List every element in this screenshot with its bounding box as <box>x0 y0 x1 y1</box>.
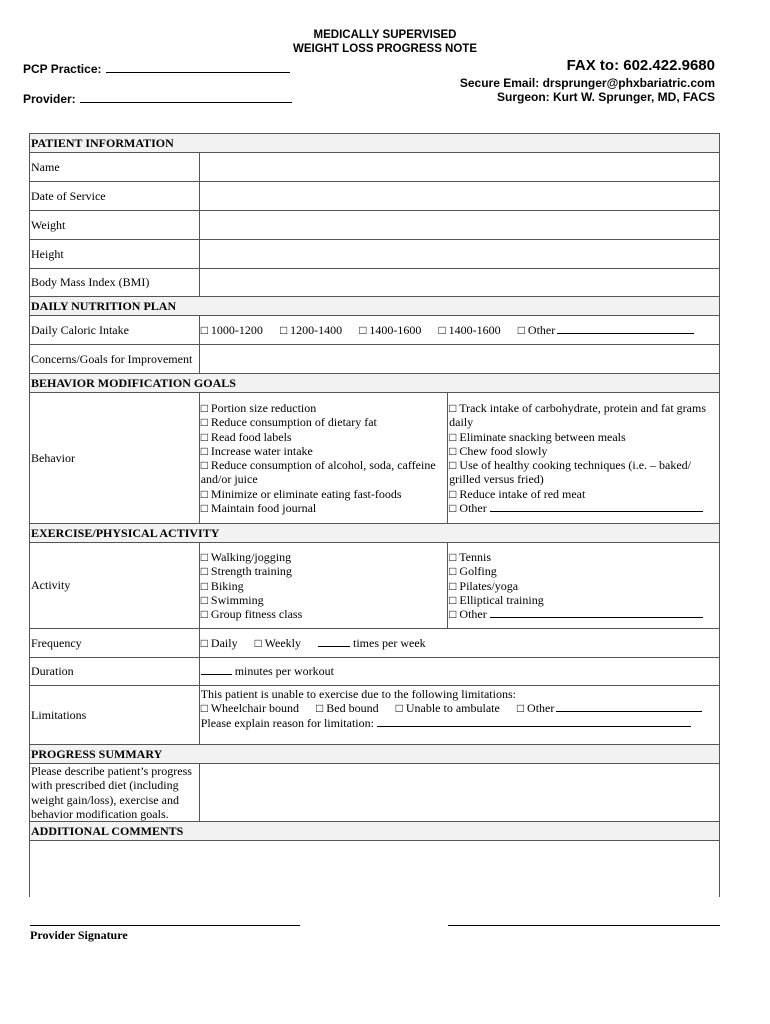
caloric-intake-options <box>199 316 719 345</box>
caloric-option-1000-1200[interactable]: □ 1000-1200 <box>200 322 263 337</box>
behavior-option[interactable]: □ Reduce consumption of dietary fat <box>200 415 377 430</box>
limitations-options <box>201 701 718 715</box>
activity-option[interactable]: □ Strength training <box>200 564 292 579</box>
name-input[interactable] <box>199 153 719 182</box>
times-per-week-label: times per week <box>353 635 426 650</box>
pcp-practice-label: PCP Practice: <box>23 62 102 76</box>
limitation-option-bed-bound[interactable]: □ Bed bound <box>316 701 379 716</box>
duration-field <box>199 658 719 686</box>
provider-signature-label: Provider Signature <box>30 928 128 942</box>
signature-date-line[interactable] <box>448 925 720 926</box>
section-behavior-modification-goals: BEHAVIOR MODIFICATION GOALS <box>30 374 720 393</box>
caloric-option-1200-1400[interactable]: □ 1200-1400 <box>279 322 343 337</box>
limitations-intro: This patient is unable to exercise due to the following limitations: <box>200 687 516 701</box>
activity-option[interactable]: □ Elliptical training <box>449 592 544 607</box>
activity-option[interactable]: □ Pilates/yoga <box>449 578 519 593</box>
limitation-option-wheelchair[interactable]: □ Wheelchair bound <box>200 701 300 716</box>
provider-field <box>23 91 292 106</box>
behavior-options-left <box>199 393 447 524</box>
activity-option[interactable]: □ Walking/jogging <box>200 550 292 564</box>
activity-options-left <box>199 543 447 629</box>
surgeon-name: Surgeon: Kurt W. Sprunger, MD, FACS <box>496 90 715 104</box>
row-label-name: Name <box>30 153 200 182</box>
activity-option[interactable]: □ Group fitness class <box>200 607 303 622</box>
caloric-option-1400-1600-b[interactable]: □ 1400-1600 <box>438 322 501 337</box>
row-label-limitations: Limitations <box>30 686 200 745</box>
provider-signature-line[interactable] <box>30 925 300 926</box>
behavior-option[interactable]: □ Chew food slowly <box>449 443 548 458</box>
row-label-date-of-service: Date of Service <box>30 182 200 211</box>
section-daily-nutrition-plan: DAILY NUTRITION PLAN <box>30 297 720 316</box>
section-patient-information: PATIENT INFORMATION <box>30 134 720 153</box>
frequency-option-weekly[interactable]: □ Weekly <box>254 635 301 650</box>
limitations-field <box>199 686 719 745</box>
behavior-options-right <box>448 393 720 524</box>
behavior-option-other[interactable]: □ Other <box>449 501 718 515</box>
behavior-option[interactable]: □ Use of healthy cooking techniques (i.e. – baked/ <box>449 458 692 473</box>
minutes-per-workout-input[interactable] <box>201 664 232 675</box>
limitations-explain: Please explain reason for limitation: <box>201 716 718 730</box>
form-title-line1: MEDICALLY SUPERVISED <box>313 29 457 41</box>
limitation-option-unable-to-ambulate[interactable]: □ Unable to ambulate <box>395 701 500 716</box>
height-input[interactable] <box>199 240 719 269</box>
row-label-daily-caloric-intake: Daily Caloric Intake <box>30 316 200 345</box>
limitation-other-input[interactable] <box>556 701 702 712</box>
section-additional-comments: ADDITIONAL COMMENTS <box>30 822 720 841</box>
date-of-service-input[interactable] <box>199 182 719 211</box>
activity-options-right <box>448 543 720 629</box>
row-label-activity: Activity <box>30 543 200 629</box>
row-label-duration: Duration <box>30 658 200 686</box>
behavior-option[interactable]: □ Portion size reduction <box>200 401 317 415</box>
activity-option-other[interactable]: □ Other <box>449 607 718 621</box>
activity-option[interactable]: □ Swimming <box>200 592 264 607</box>
caloric-option-1400-1600[interactable]: □ 1400-1600 <box>359 322 422 337</box>
provider-label: Provider: <box>23 92 76 106</box>
behavior-option-continued: and/or juice <box>200 472 258 487</box>
caloric-option-other[interactable]: □ Other <box>517 322 556 337</box>
fax-number: FAX to: 602.422.9680 <box>566 57 715 74</box>
activity-option[interactable]: □ Tennis <box>449 550 492 564</box>
minutes-per-workout-label: minutes per workout <box>234 664 335 679</box>
caloric-other-input[interactable] <box>557 323 694 334</box>
weight-input[interactable] <box>199 211 719 240</box>
frequency-option-daily[interactable]: □ Daily <box>200 635 238 650</box>
row-label-weight: Weight <box>30 211 200 240</box>
behavior-option[interactable]: □ Track intake of carbohydrate, protein and fat grams <box>449 401 706 415</box>
behavior-option[interactable]: □ Increase water intake <box>200 443 313 458</box>
row-label-behavior: Behavior <box>30 393 200 524</box>
behavior-option[interactable]: □ Minimize or eliminate eating fast-foods <box>200 486 402 501</box>
progress-summary-input[interactable] <box>199 764 719 822</box>
activity-option[interactable]: □ Biking <box>200 578 244 593</box>
additional-comments-input[interactable] <box>30 841 720 897</box>
frequency-options <box>199 629 719 658</box>
progress-summary-prompt: Please describe patient’s progress with prescribed diet (including weight gain/loss), exercise and behavior modification goals. <box>30 764 200 822</box>
section-progress-summary: PROGRESS SUMMARY <box>30 745 720 764</box>
row-label-frequency: Frequency <box>30 629 200 658</box>
behavior-option-continued: grilled versus fried) <box>449 472 544 487</box>
pcp-practice-field <box>23 61 290 76</box>
provider-input[interactable] <box>80 91 292 103</box>
pcp-practice-input[interactable] <box>106 61 290 73</box>
behavior-option[interactable]: □ Read food labels <box>200 429 292 444</box>
secure-email: Secure Email: drsprunger@phxbariatric.com <box>459 76 715 90</box>
behavior-other-input[interactable] <box>490 501 703 512</box>
behavior-option[interactable]: □ Eliminate snacking between meals <box>449 429 626 444</box>
times-per-week-input[interactable] <box>318 636 350 647</box>
concerns-goals-input[interactable] <box>199 345 719 374</box>
behavior-option[interactable]: □ Reduce consumption of alcohol, soda, caffeine <box>200 458 436 473</box>
progress-note-form <box>29 133 720 897</box>
activity-other-input[interactable] <box>490 607 703 618</box>
row-label-concerns-goals: Concerns/Goals for Improvement <box>30 345 200 374</box>
behavior-option[interactable]: □ Maintain food journal <box>200 501 317 516</box>
limitation-reason-input[interactable] <box>377 716 691 727</box>
bmi-input[interactable] <box>199 269 719 297</box>
behavior-option-continued: daily <box>449 415 474 430</box>
limitation-option-other[interactable]: □ Other <box>516 701 555 716</box>
row-label-bmi: Body Mass Index (BMI) <box>30 269 200 297</box>
activity-option[interactable]: □ Golfing <box>449 564 497 579</box>
form-title-line2: WEIGHT LOSS PROGRESS NOTE <box>292 43 478 55</box>
behavior-option[interactable]: □ Reduce intake of red meat <box>449 486 586 501</box>
row-label-height: Height <box>30 240 200 269</box>
section-exercise-physical-activity: EXERCISE/PHYSICAL ACTIVITY <box>30 524 720 543</box>
